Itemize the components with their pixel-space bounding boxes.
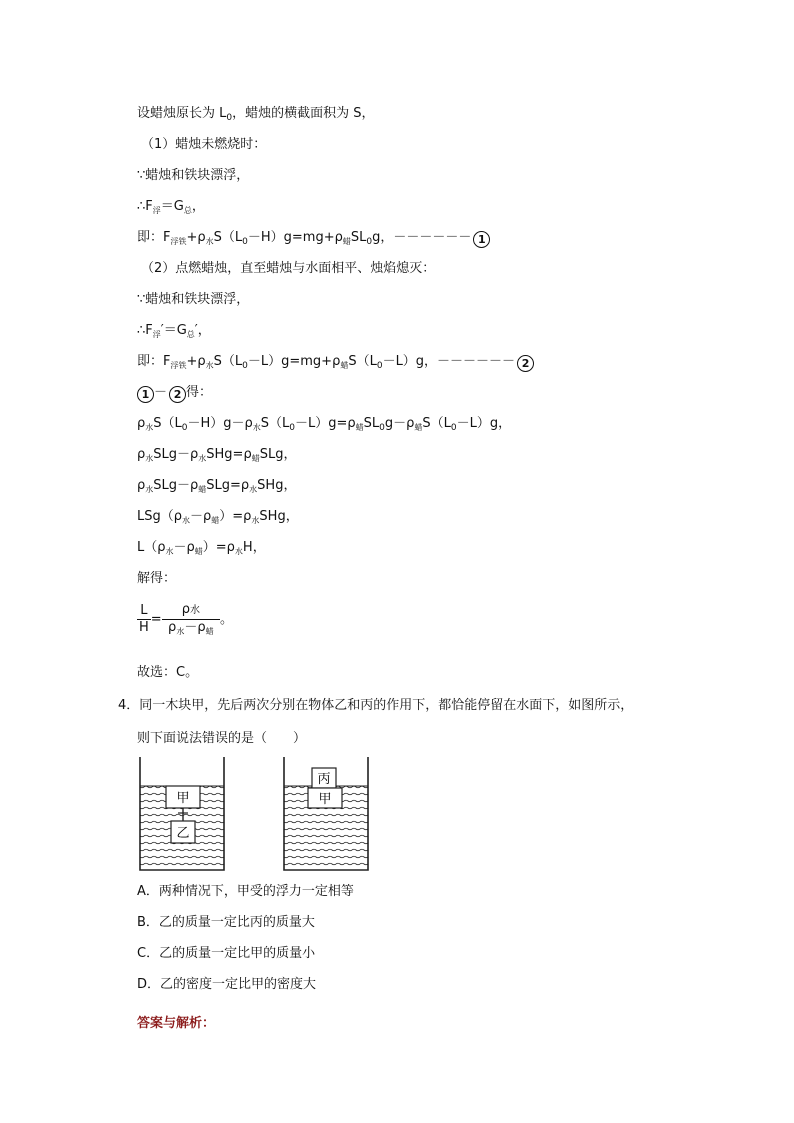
equation-2: 即：$F_{浮铁}+\rho_水S(L_0-L)g=mg+\rho_蜡S(L_0-L)g$，－－－－－－ 2: [137, 353, 534, 372]
question-figure: [136, 755, 376, 875]
text-line: $LSg(\rho_水-\rho_蜡)=\rho_水SHg$，: [137, 509, 299, 525]
fraction-right: $\frac{\text{ρ水}}{\rho_水-\rho_蜡}$: [162, 602, 220, 637]
fraction-result: $\frac{L}{H}$ = $\frac{\text{ρ水}}{\rho_水-\rho_蜡}$ 。: [139, 602, 233, 636]
text-line: 1 － 2 得：: [137, 384, 212, 403]
text-line: 设蜡烛原长为 $L_0$，蜡烛的横截面积为 S，: [137, 106, 375, 123]
text-line: （1）蜡烛未燃烧时：: [141, 137, 267, 152]
question-text-1: 同一木块甲，先后两次分别在物体乙和丙的作用下，都恰能停留在水面下，如图所示，: [139, 698, 634, 713]
answer-choice-line: 故选：C。: [137, 665, 199, 680]
label-jia-right: 甲: [318, 792, 332, 807]
circled-number: 1: [137, 386, 154, 403]
circled-number: 1: [473, 231, 490, 248]
option-b[interactable]: B．乙的质量一定比丙的质量大: [137, 915, 315, 930]
beaker-right: [284, 757, 368, 870]
text-line: ∵蜡烛和铁块漂浮，: [137, 292, 250, 307]
beaker-left: [140, 757, 224, 870]
label-bing: 丙: [317, 772, 331, 787]
text-line: （2）点燃蜡烛，直至蜡烛与水面相平、烛焰熄灭：: [141, 261, 436, 276]
fraction-left: $\frac{L}{H}$: [139, 603, 149, 635]
text-line: $\rho_水S(L_0-H)g-\rho_水S(L_0-L)g=\rho_蜡SL_0g-\rho_蜡S(L_0-L)g$，: [137, 416, 512, 433]
text-line: $L(\rho_水-\rho_蜡)=\rho_水H$，: [137, 540, 266, 556]
text-line: $\therefore F_浮'=G_总'$，: [137, 323, 211, 339]
circled-number: 2: [517, 355, 534, 372]
option-d[interactable]: D．乙的密度一定比甲的密度大: [137, 977, 317, 992]
text-line: $\rho_水SLg-\rho_蜡SLg=\rho_水SHg$，: [137, 478, 297, 494]
text-line: $\rho_水SLg-\rho_水SHg=\rho_蜡SLg$，: [137, 447, 297, 463]
answer-heading: 答案与解析：: [137, 1016, 216, 1031]
equation-1: 即：$F_{浮铁}+\rho_水S(L_0-H)g=mg+\rho_蜡SL_0g$，－－－－－－ 1: [137, 229, 490, 248]
question-number: 4．: [118, 698, 140, 713]
text-line: ∵蜡烛和铁块漂浮，: [137, 168, 250, 183]
option-c[interactable]: C．乙的质量一定比甲的质量小: [137, 946, 316, 961]
option-a[interactable]: A．两种情况下，甲受的浮力一定相等: [137, 884, 354, 899]
text-line: 解得：: [137, 571, 177, 586]
label-yi: 乙: [176, 826, 190, 841]
label-jia-left: 甲: [176, 791, 190, 806]
question-4: [118, 697, 633, 715]
question-text-2: 则下面说法错误的是（ ）: [137, 731, 307, 746]
circled-number: 2: [169, 386, 186, 403]
text-line: $\therefore F_浮=G_总$，: [137, 199, 205, 215]
